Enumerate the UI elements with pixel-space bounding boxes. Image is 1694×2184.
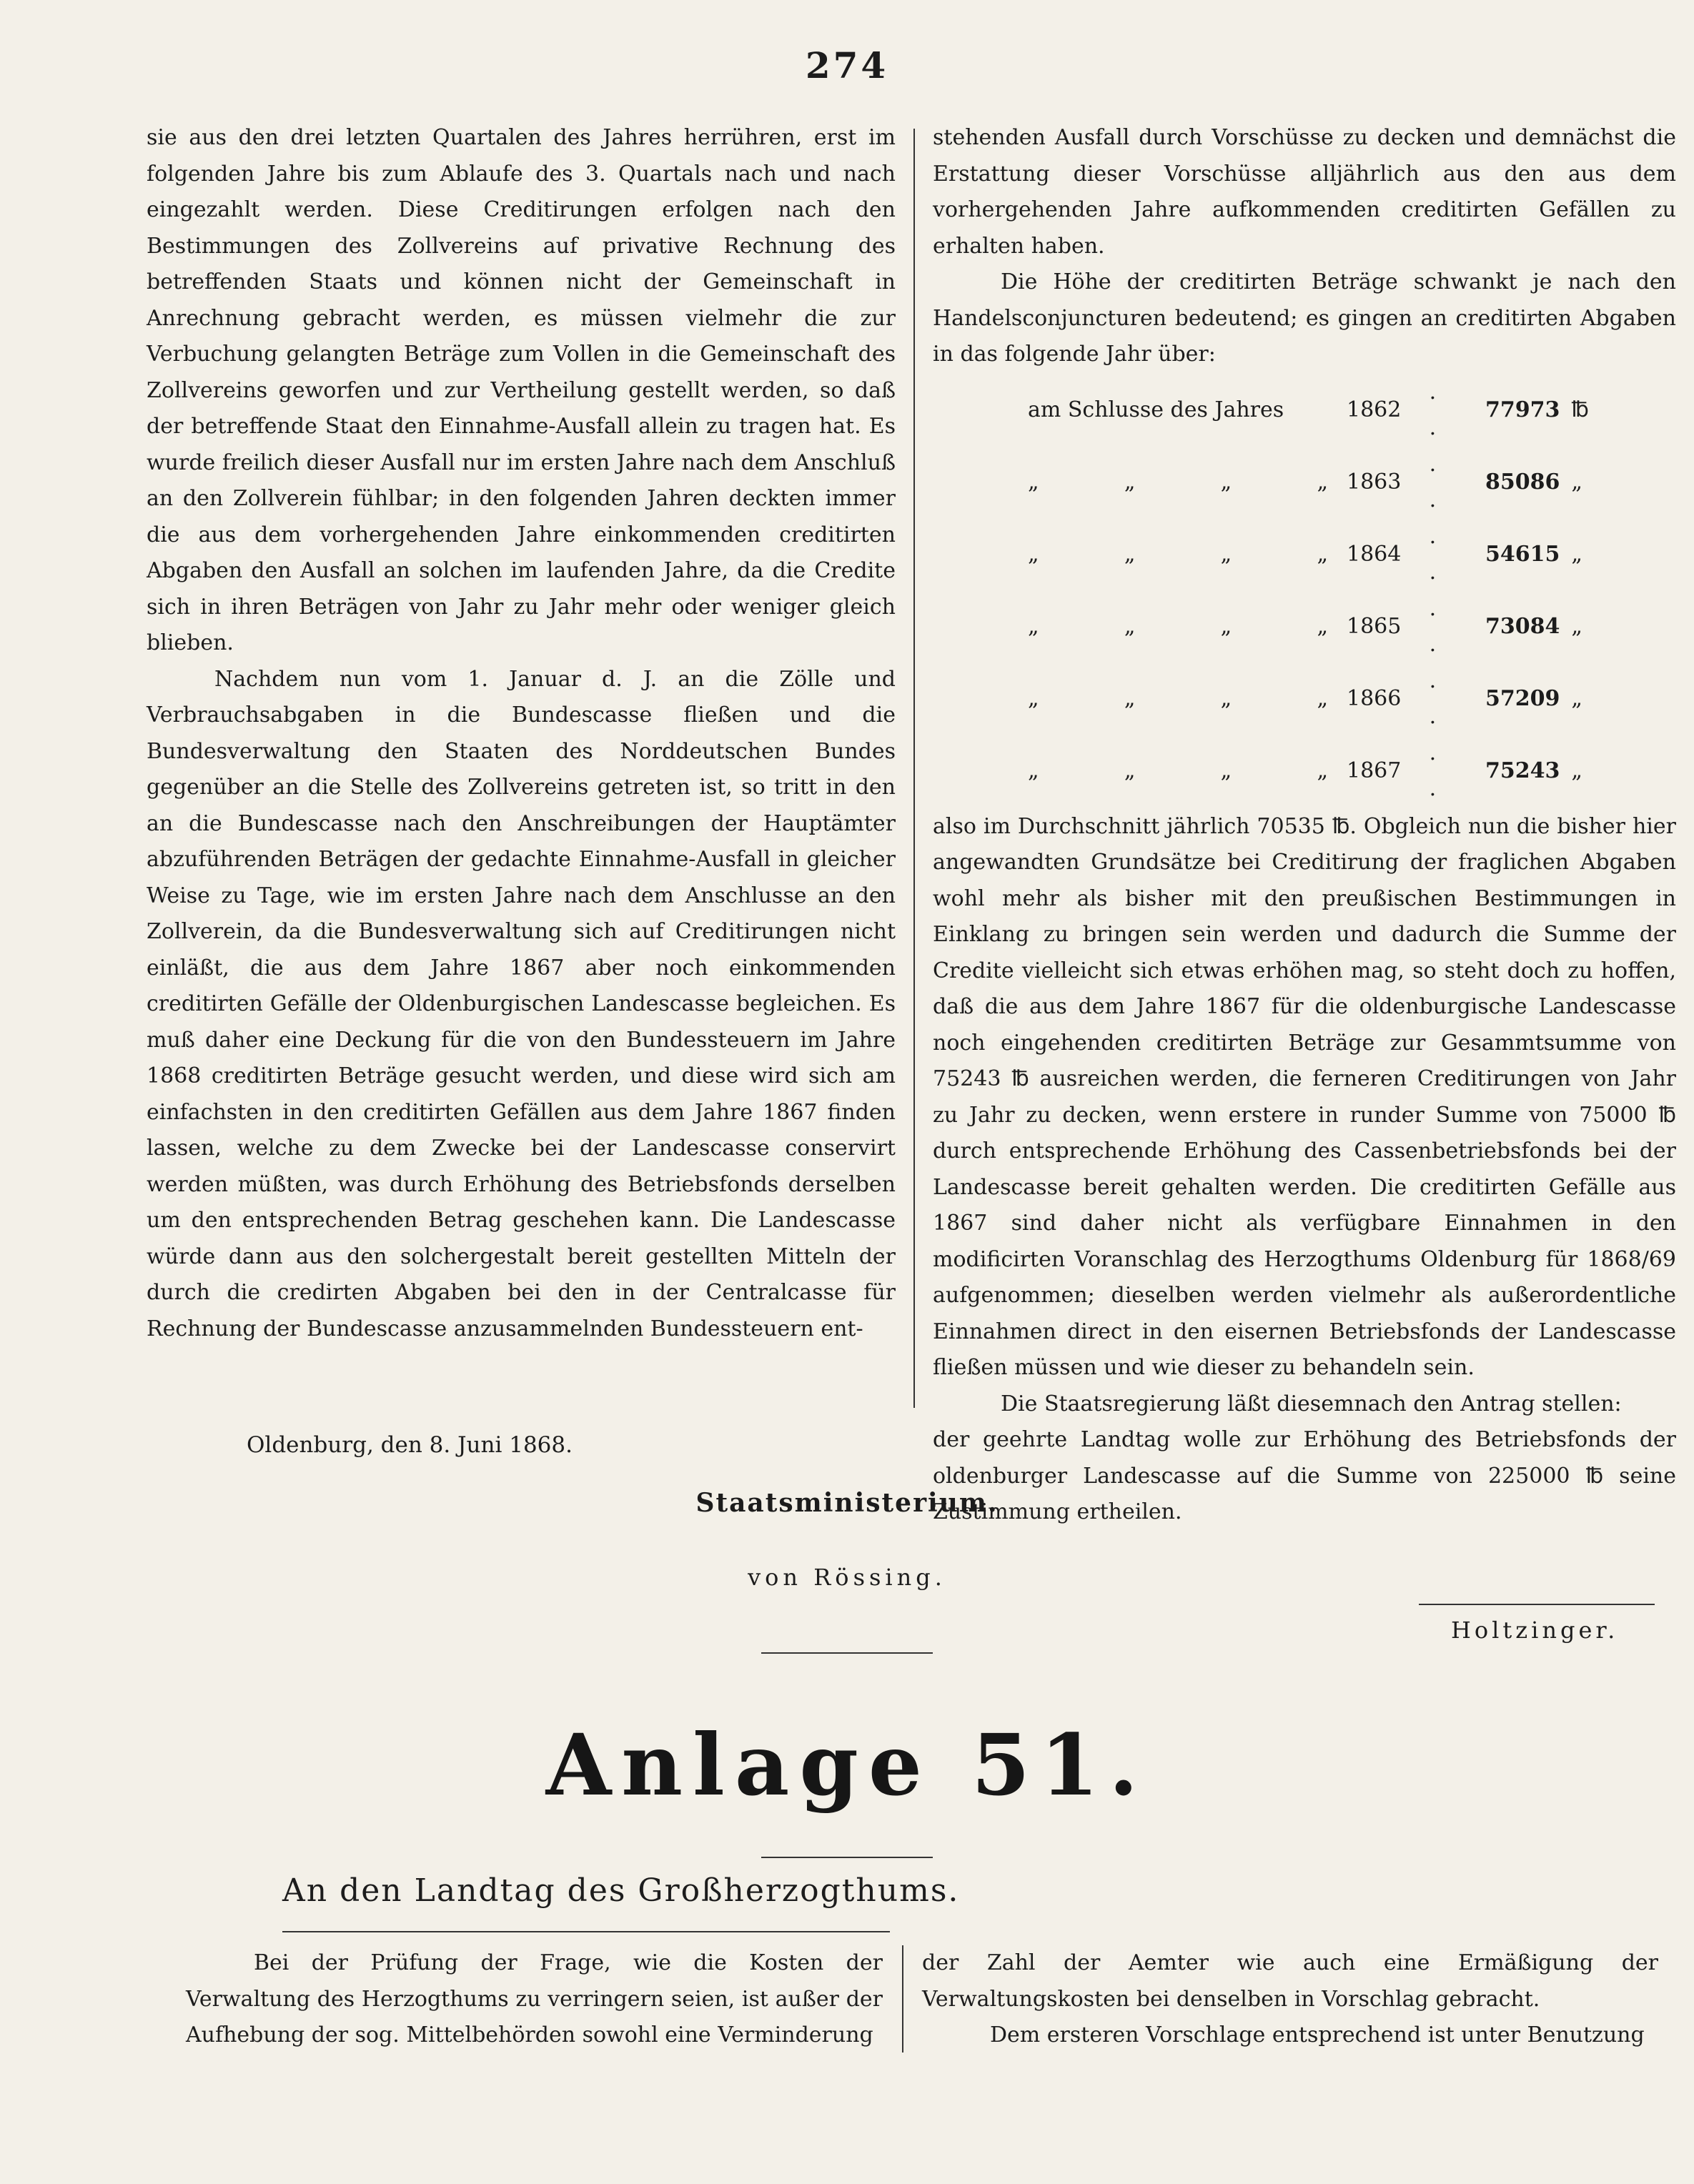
table-row — [1022, 591, 1605, 663]
paragraph: Bei der Prüfung der Frage, wie die Kosten der Verwaltung des Herzogthums zu verringern seien, ist außer der Aufhebung der sog. Mittelbehörden sowohl eine Verminderung — [186, 1950, 883, 2047]
ditto-unit: „ — [1571, 758, 1582, 783]
paragraph: sie aus den drei letzten Quartalen des Jahres herrühren, erst im folgenden Jahre bis zum Ablaufe des 3. Quartals nach und nach eingezahlt werden. Diese Creditirungen erfolgen nach den Bestimmungen des Zollvereins auf privative Rechnung des betreffenden Staats und können nicht der Gemeinschaft in Anrechnung gebracht werden, es müssen vielmehr die zur Verbuchung gelangten Beträge zum Vollen in die Gemeinschaft des Zollvereins geworfen und zur Vertheilung gestellt werden, so daß der betreffende Staat den Einnahme-Ausfall allein zu tragen hat. Es wurde freilich dieser Ausfall nur im ersten Jahre nach dem Anschluß an den Zollverein fühlbar; in den folgenden Jahren deckten immer die aus dem vorhergehenden Jahre einkommenden creditirten Abgaben den Ausfall an solchen im laufenden Jahre, da die Credite sich in ihren Beträgen von Jahr zu Jahr mehr oder weniger gleich blieben. — [147, 125, 896, 655]
paragraph: der Zahl der Aemter wie auch eine Ermäßigung der Verwaltungskosten bei denselben in Vorschlag gebracht. — [922, 1950, 1658, 2012]
paragraph: Die Staatsregierung läßt diesemnach den Antrag stellen: — [1001, 1391, 1622, 1416]
table-row — [1022, 663, 1605, 735]
annex-left-column — [186, 1945, 883, 2054]
leader-dots: . . — [1429, 740, 1447, 801]
paragraph: Dem ersteren Vorschlage entsprechend ist unter Benutzung — [990, 2022, 1645, 2047]
page-number: 274 — [805, 44, 889, 86]
ditto-marks: „ „ „ „ — [1028, 685, 1328, 711]
amount-cell: 57209 — [1485, 685, 1560, 711]
amount-cell: 77973 — [1485, 397, 1560, 422]
credited-dues-table — [1022, 374, 1605, 808]
address-heading: An den Landtag des Großherzogthums. — [282, 1872, 960, 1909]
leader-dots: . . — [1429, 667, 1447, 729]
amount-cell: 85086 — [1485, 469, 1560, 495]
address-rule — [282, 1931, 890, 1932]
ministry-heading: Staatsministerium. — [695, 1488, 999, 1518]
ditto-unit: „ — [1571, 685, 1582, 711]
annex-right-column — [922, 1945, 1658, 2054]
year-cell: 1867 — [1347, 758, 1402, 783]
paragraph: Nachdem nun vom 1. Januar d. J. an die Zölle und Verbrauchsabgaben in die Bundescasse fließen und die Bundesverwaltung den Staaten des Norddeutschen Bundes gegenüber an die Stelle des Zollvereins getreten ist, so tritt in den an die Bundescasse nach den Anschreibungen der Hauptämter abzuführenden Beträgen der gedachte Einnahme-Ausfall in gleicher Weise zu Tage, wie im ersten Jahre nach dem Anschlusse an den Zollverein, da die Bundesverwaltung sich auf Creditirungen nicht einläßt, die aus dem Jahre 1867 aber noch einkommenden creditirten Gefälle der Oldenburgischen Landescasse begleichen. Es muß daher eine Deckung für die von den Bundessteuern im Jahre 1868 creditirten Beträge gesucht werden, und diese wird sich am einfachsten in den creditirten Gefällen aus dem Jahre 1867 finden lassen, welche zu dem Zwecke bei der Landescasse conservirt werden müßten, was durch Erhöhung des Betriebsfonds derselben um den entsprechenden Betrag geschehen kann. Die Landescasse würde dann aus den solchergestalt bereit gestellten Mitteln der durch die credirten Abgaben bei den in der Centralcasse für Rechnung der Bundescasse anzusammelnden Bundessteuern ent- — [147, 666, 896, 1341]
motion-text: der geehrte Landtag wolle zur Erhöhung des Betriebsfonds der oldenburger Landescasse auf die Summe von 225000 ℔ seine Zustimmung ertheilen. — [933, 1427, 1676, 1524]
annex-title: Anlage 51. — [545, 1715, 1149, 1815]
paragraph: stehenden Ausfall durch Vorschüsse zu decken und demnächst die Erstattung dieser Vorschüsse alljährlich aus den aus dem vorhergehenden Jahre aufkommenden creditirten Gefällen zu erhalten haben. — [933, 125, 1676, 259]
table-row — [1022, 447, 1605, 519]
column-divider — [913, 129, 915, 1408]
section-rule — [761, 1652, 933, 1654]
paragraph: also im Durchschnitt jährlich 70535 ℔. Obgleich nun die bisher hier angewandten Grundsätze bei Creditirung der fraglichen Abgaben wohl mehr als bisher mit den preußischen Bestimmungen in Einklang zu bringen sein werden und dadurch die Summe der Credite vielleicht sich etwas erhöhen mag, so steht doch zu hoffen, daß die aus dem Jahre 1867 für die oldenburgische Landescasse noch eingehenden creditirten Beträge zur Gesammtsumme von 75243 ℔ ausreichen werden, die ferneren Creditirungen von Jahr zu Jahr zu decken, wenn erstere in runder Summe von 75000 ℔ durch entsprechende Erhöhung des Cassenbetriebsfonds bei der Landescasse bereit gehalten werden. Die creditirten Gefälle aus 1867 sind daher nicht als verfügbare Einnahmen in den modificirten Voranschlag des Herzogthums Oldenburg für 1868/69 aufgenommen; dieselben werden vielmehr als außerordentliche Einnahmen direct in den eisernen Betriebsfonds der Landescasse fließen müssen und wie dieser zu behandeln sein. — [933, 813, 1676, 1380]
year-cell: 1864 — [1347, 541, 1402, 567]
section-rule — [761, 1857, 933, 1858]
paragraph: Die Höhe der creditirten Beträge schwankt je nach den Handelsconjuncturen bedeutend; es gingen an creditirten Abgaben in das folgende Jahr über: — [933, 269, 1676, 367]
ditto-unit: „ — [1571, 541, 1582, 567]
leader-dots: . . — [1429, 379, 1447, 440]
place-date: Oldenburg, den 8. Juni 1868. — [247, 1432, 573, 1458]
leader-dots: . . — [1429, 595, 1447, 657]
amount-cell: 75243 — [1485, 758, 1560, 783]
year-cell: 1863 — [1347, 469, 1402, 495]
leader-dots: . . — [1429, 451, 1447, 512]
thaler-sign: ℔ — [1571, 397, 1589, 422]
left-column — [147, 120, 896, 1347]
amount-cell: 54615 — [1485, 541, 1560, 567]
ditto-unit: „ — [1571, 469, 1582, 495]
table-row — [1022, 374, 1605, 447]
ditto-marks: „ „ „ „ — [1028, 469, 1328, 495]
ditto-unit: „ — [1571, 613, 1582, 639]
year-cell: 1862 — [1347, 397, 1402, 422]
amount-cell: 73084 — [1485, 613, 1560, 639]
signature-rule — [1419, 1604, 1655, 1605]
year-cell: 1866 — [1347, 685, 1402, 711]
ditto-marks: „ „ „ „ — [1028, 541, 1328, 567]
signature-holtzinger: Holtzinger. — [1451, 1617, 1619, 1644]
leader-dots: . . — [1429, 523, 1447, 585]
column-divider — [902, 1945, 903, 2053]
table-row — [1022, 735, 1605, 808]
table-row — [1022, 519, 1605, 591]
ditto-marks: „ „ „ „ — [1028, 613, 1328, 639]
year-cell: 1865 — [1347, 613, 1402, 639]
row-label: am Schlusse des Jahres — [1028, 397, 1284, 422]
signature-roessing: von Rössing. — [748, 1564, 946, 1591]
ditto-marks: „ „ „ „ — [1028, 758, 1328, 783]
right-column — [933, 120, 1676, 1531]
